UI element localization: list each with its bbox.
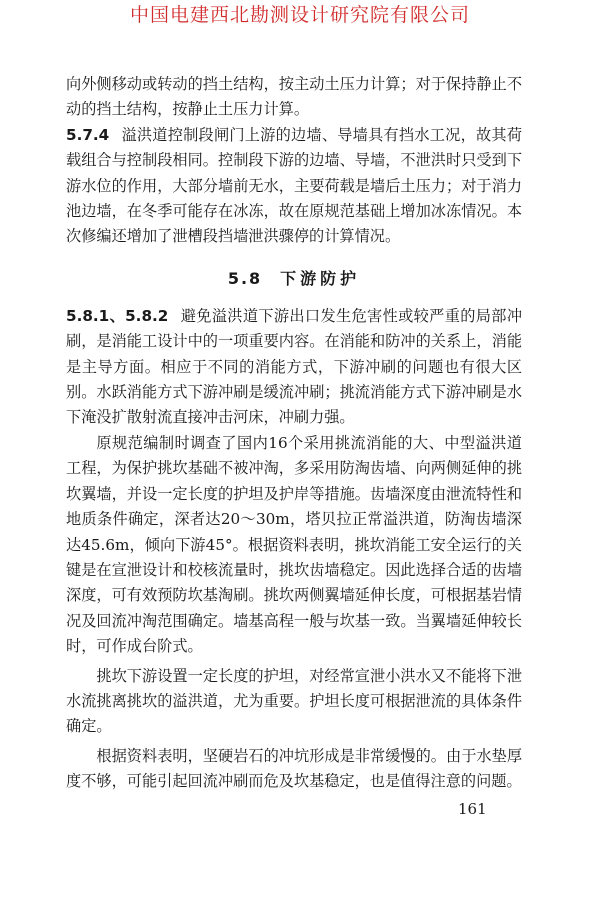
clause-text: 溢洪道控制段闸门上游的边墙、导墙具有挡水工况，故其荷载组合与控制段相同。控制段下游的边墙、导墙，不泄洪时只受到下游水位的作用，大部分墙前无水，主要荷载是墙后土压力；对于消力池边墙，在冬季可能存在冰冻，故在原规范基础上增加冰冻情况。本次修编还增加了泄槽段挡墙泄洪骤停的计算情况。 (66, 125, 522, 246)
clause-5-8-1 (66, 304, 522, 431)
page-body (66, 72, 522, 795)
page-number: 161 (458, 800, 487, 818)
clause-number: 5.7.4 (66, 125, 110, 144)
clause-number: 5.8.1、5.8.2 (66, 306, 169, 325)
watermark-header: 中国电建西北勘测设计研究院有限公司 (129, 4, 470, 26)
paragraph: 挑坎下游设置一定长度的护坦，对经常宣泄小洪水又不能将下泄水流挑离挑坎的溢洪道，尤为重要。护坦长度可根据泄流的具体条件确定。 (66, 666, 522, 736)
section-title: 下游防护 (280, 268, 361, 288)
paragraph: 原规范编制时调查了国内16个采用挑流消能的大、中型溢洪道工程，为保护挑坎基础不被冲淘，多采用防淘齿墙、向两侧延伸的挑坎翼墙，并设一定长度的护坦及护岸等措施。齿墙深度由泄流特性和地质条件确定，深者达20～30m，塔贝拉正常溢洪道，防淘齿墙深达45.6m，倾向下游45°。根据资料表明，挑坎消能工安全运行的关键是在宣泄设计和校核流量时，挑坎齿墙稳定。因此选择合适的齿墙深度，可有效预防坎基淘刷。挑坎两侧翼墙延伸长度，可根据基岩情况及回流冲淘范围确定。墙基高程一般与坎基一致。当翼墙延伸较长时，可作成台阶式。 (66, 433, 522, 656)
clause-5-7-4 (66, 123, 522, 250)
section-heading (66, 266, 522, 292)
paragraph: 根据资料表明，坚硬岩石的冲坑形成是非常缓慢的。由于水垫厚度不够，可能引起回流冲刷而危及坎基稳定，也是值得注意的问题。 (66, 746, 522, 791)
clause-text: 避免溢洪道下游出口发生危害性或较严重的局部冲刷，是消能工设计中的一项重要内容。在消能和防冲的关系上，消能是主导方面。相应于不同的消能方式，下游冲刷的问题也有很大区别。水跃消能方式下游冲刷是缓流冲刷；挑流消能方式下游冲刷是水下淹没扩散射流直接冲击河床，冲刷力强。 (66, 306, 523, 427)
paragraph-continued: 向外侧移动或转动的挡土结构，按主动土压力计算；对于保持静止不动的挡土结构，按静止土压力计算。 (66, 75, 522, 119)
section-number: 5.8 (227, 268, 263, 288)
